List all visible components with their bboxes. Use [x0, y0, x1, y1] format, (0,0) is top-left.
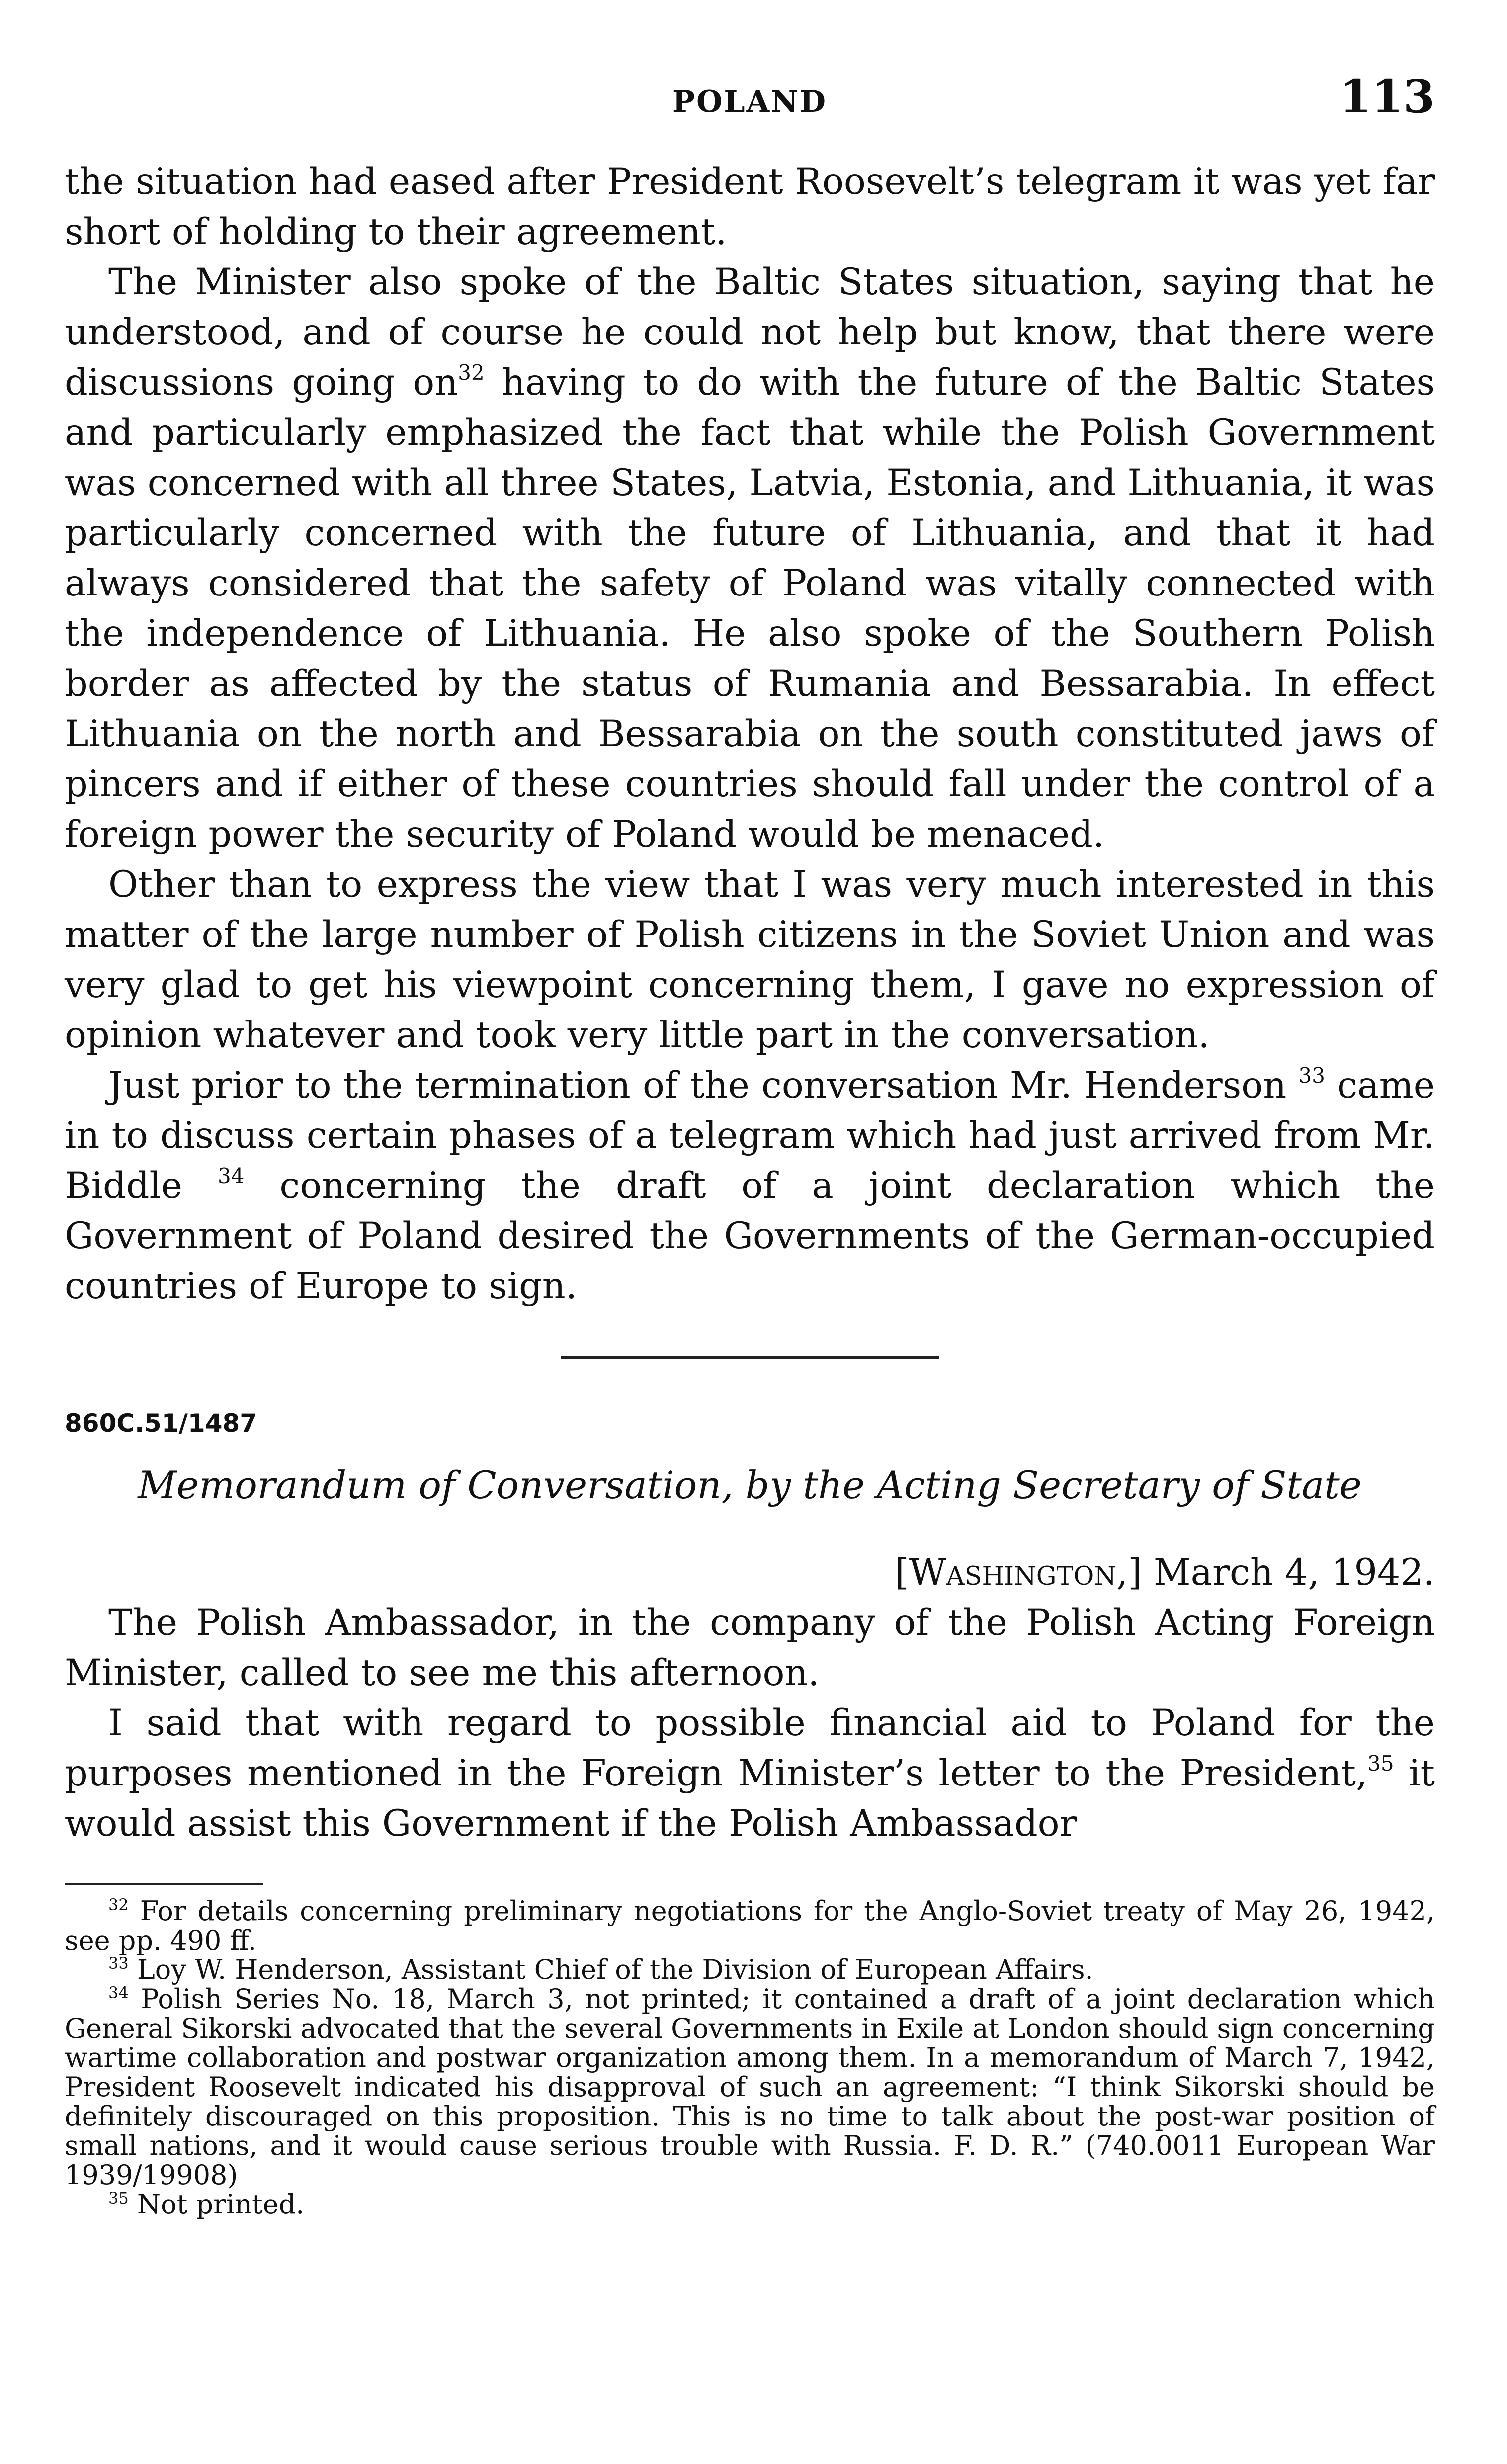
- paragraph-text: having to do with the future of the Baltic States and particularly emphasized the fact that while the Polish Government was concerned with all three States, Latvia, Estonia, and Lithuania, it was particularly concerned with the future of Lithuania, and that it had always considered that the safety of Poland was vitally connected with the independence of Lithuania. He also spoke of the Southern Polish border as affected by the status of Rumania and Bessarabia. In effect Lithuania on the north and Bessarabia on the south constituted jaws of pincers and if either of these countries should fall under the control of a foreign power the security of Poland would be menaced.: [65, 361, 1435, 855]
- paragraph: [65, 257, 1435, 859]
- section-divider: [561, 1356, 939, 1359]
- dateline-place: [Washington,]: [895, 1551, 1142, 1594]
- paragraph-text: The Minister also spoke of the Baltic States situation, saying that he understood, and of course he could not help but know, that there were discussions going on: [65, 261, 1435, 404]
- footnotes: [65, 1883, 1435, 2219]
- page-header: [65, 70, 1435, 124]
- footnote-text: Not printed.: [137, 2189, 305, 2220]
- footnote-number: 32: [108, 1895, 129, 1914]
- paragraph-text: came in to discuss certain phases of a telegram which had just arrived from Mr. Biddle: [65, 1064, 1435, 1207]
- running-head: POLAND: [672, 85, 827, 119]
- paragraph: [65, 1060, 1435, 1311]
- page-body: [65, 157, 1435, 2219]
- paragraph-text: concerning the draft of a joint declaration which the Government of Poland desired the Governments of the German-occupied countries of Europe to sign.: [65, 1165, 1435, 1307]
- footnote-text: For details concerning preliminary negotiations for the Anglo-Soviet treaty of May 26, 1942, see pp. 490 ff.: [65, 1895, 1435, 1956]
- footnote-ref: 35: [1367, 1751, 1394, 1776]
- footnote-ref: 32: [458, 360, 485, 385]
- footnote-number: 35: [108, 2189, 129, 2208]
- dateline-date: March 4, 1942.: [1153, 1551, 1435, 1594]
- file-number: 860C.51/1487: [65, 1409, 257, 1438]
- footnote-number: 34: [108, 1983, 129, 2002]
- paragraph: The Polish Ambassador, in the company of the Polish Acting Foreign Minister, called to see me this afternoon.: [65, 1602, 1435, 1694]
- footnote-text: Polish Series No. 18, March 3, not printed; it contained a draft of a joint declaration which General Sikorski advocated that the several Governments in Exile at London should sign concerning wartime collaboration and postwar organization among them. In a memorandum of March 7, 1942, President Roosevelt indicated his disapproval of such an agreement: “I think Sikorski should be definitely discouraged on this proposition. This is no time to talk about the post-war position of small nations, and it would cause serious trouble with Russia. F. D. R.” (740.0011 European War 1939/19908): [65, 1983, 1435, 2191]
- footnote-text: Loy W. Henderson, Assistant Chief of the Division of European Affairs.: [137, 1954, 1093, 1985]
- paragraph-text: it would assist this Government if the Polish Ambassador: [65, 1752, 1435, 1845]
- paragraph: [65, 1698, 1435, 1849]
- paragraph-text: I said that with regard to possible financial aid to Poland for the purposes mentioned in the Foreign Minister’s letter to the President,: [65, 1702, 1435, 1794]
- footnote: [65, 2190, 1435, 2219]
- footnote: [65, 1896, 1435, 1955]
- footnote-ref: 34: [217, 1164, 245, 1188]
- footnote-ref: 33: [1298, 1063, 1325, 1088]
- dateline: [65, 1547, 1435, 1598]
- paragraph-text: Just prior to the termination of the conversation Mr. Henderson: [108, 1064, 1287, 1106]
- footnote-number: 33: [108, 1954, 129, 1973]
- page-number: 113: [1339, 70, 1435, 123]
- footnote-rule: [65, 1883, 263, 1885]
- paragraph: Other than to express the view that I was very much interested in this matter of the large number of Polish citizens in the Soviet Union and was very glad to get his viewpoint concerning them, I gave no expression of opinion whatever and took very little part in the conversation.: [65, 863, 1435, 1056]
- footnote: [65, 1955, 1435, 1984]
- memo-title: Memorandum of Conversation, by the Acting Secretary of State: [138, 1463, 1362, 1507]
- paragraph: the situation had eased after President Roosevelt’s telegram it was yet far short of holding to their agreement.: [65, 161, 1435, 253]
- footnote: [65, 1984, 1435, 2190]
